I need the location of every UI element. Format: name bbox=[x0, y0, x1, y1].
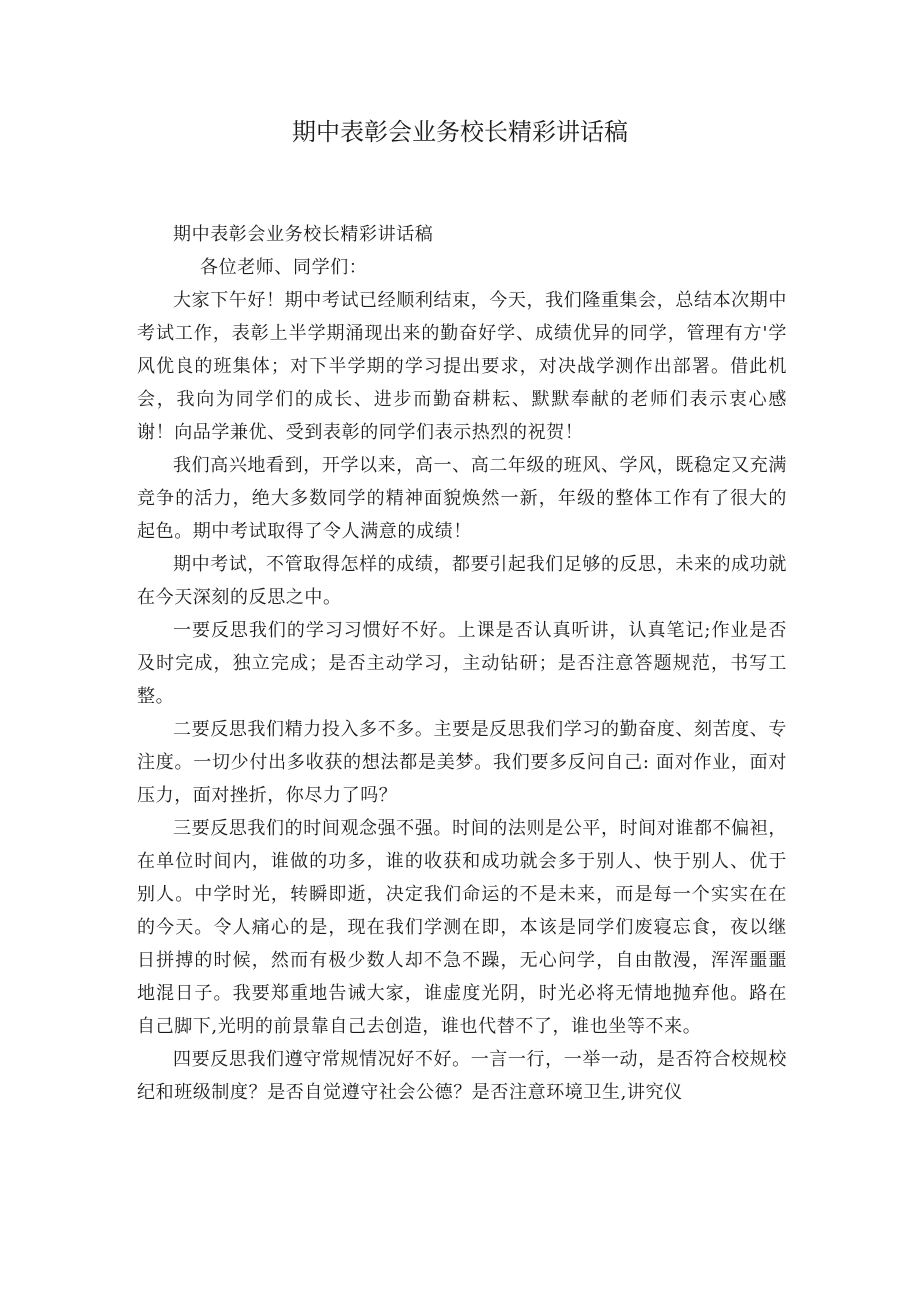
document-subtitle: 期中表彰会业务校长精彩讲话稿 bbox=[173, 224, 434, 245]
document-title: 期中表彰会业务校长精彩讲话稿 bbox=[292, 118, 628, 146]
paragraph-5: 二要反思我们精力投入多不多。主要是反思我们学习的勤奋度、刻苦度、专注度。一切少付出多收获的想法都是美梦。我们要多反问自己: 面对作业，面对压力，面对挫折，你尽力了吗？ bbox=[137, 719, 787, 806]
paragraph-4: 一要反思我们的学习习惯好不好。上课是否认真听讲，认真笔记;作业是否及时完成，独立完成；是否主动学习，主动钻研；是否注意答题规范，书写工整。 bbox=[137, 620, 787, 707]
document-body bbox=[137, 218, 787, 1109]
paragraph-7: 四要反思我们遵守常规情况好不好。一言一行，一举一动，是否符合校规校纪和班级制度？是否自觉遵守社会公德？是否注意环境卫生,讲究仪 bbox=[137, 1049, 787, 1103]
paragraph-2: 我们高兴地看到，开学以来，高一、高二年级的班风、学风，既稳定又充满竞争的活力，绝大多数同学的精神面貌焕然一新，年级的整体工作有了很大的起色。期中考试取得了令人满意的成绩！ bbox=[137, 455, 787, 542]
paragraph-1: 大家下午好！期中考试已经顺利结束，今天，我们隆重集会，总结本次期中考试工作，表彰上半学期涌现出来的勤奋好学、成绩优异的同学，管理有方'学风优良的班集体；对下半学期的学习提出要求，对决战学测作出部署。借此机会，我向为同学们的成长、进步而勤奋耕耘、默默奉献的老师们表示衷心感谢！向品学兼优、受到表彰的同学们表示热烈的祝贺！ bbox=[137, 290, 787, 443]
paragraph-6: 三要反思我们的时间观念强不强。时间的法则是公平，时间对谁都不偏袒，在单位时间内，谁做的功多，谁的收获和成功就会多于别人、快于别人、优于别人。中学时光，转瞬即逝，决定我们命运的不是未来，而是每一个实实在在的今天。令人痛心的是，现在我们学测在即，本该是同学们废寝忘食，夜以继日拼搏的时候，然而有极少数人却不急不躁，无心问学，自由散漫，浑浑噩噩地混日子。我要郑重地告诫大家，谁虚度光阴，时光必将无情地抛弃他。路在自己脚下,光明的前景靠自己去创造，谁也代替不了，谁也坐等不来。 bbox=[137, 818, 787, 1037]
salutation: 各位老师、同学们： bbox=[200, 257, 368, 278]
paragraph-3: 期中考试，不管取得怎样的成绩，都要引起我们足够的反思，未来的成功就在今天深刻的反思之中。 bbox=[137, 554, 787, 608]
